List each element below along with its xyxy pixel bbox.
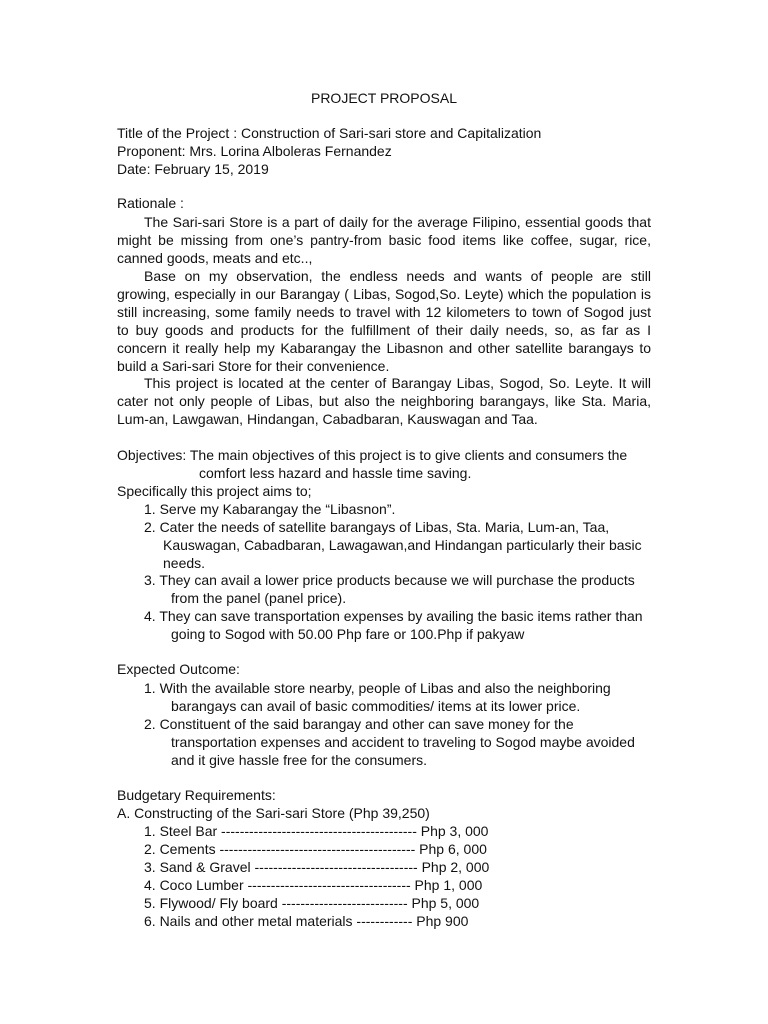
outcome-item-cont: transportation expenses and accident to traveling to Sogod maybe avoided — [171, 734, 635, 750]
budget-item: 5. Flywood/ Fly board --------------------------- Php 5, 000 — [144, 895, 480, 911]
aim-item-cont: Kauswagan, Cabadbaran, Lawagawan,and Hindangan particularly their basic — [163, 537, 642, 553]
rationale-p2-line: to buy goods and products for the fulfillment of their daily needs, so, as far as I — [117, 322, 651, 338]
objectives-line: comfort less hazard and hassle time saving. — [199, 465, 472, 481]
outcome-item: 1. With the available store nearby, people of Libas and also the neighboring — [144, 680, 611, 696]
rationale-p2-line: concern it really help my Kabarangay the Libasnon and other satellite barangays to — [117, 340, 651, 356]
rationale-p1-line: The Sari-sari Store is a part of daily for the average Filipino, essential goods that — [144, 214, 651, 230]
rationale-heading: Rationale : — [117, 195, 184, 211]
rationale-p2-line: still increasing, some family needs to travel with 12 kilometers to town of Sogod just — [117, 304, 651, 320]
outcome-item: 2. Constituent of the said barangay and other can save money for the — [144, 716, 574, 732]
document-heading: PROJECT PROPOSAL — [310, 90, 457, 106]
specifically-line: Specifically this project aims to; — [117, 483, 312, 499]
expected-outcome-heading: Expected Outcome: — [117, 661, 240, 677]
aim-item-cont: going to Sogod with 50.00 Php fare or 100.Php if pakyaw — [171, 626, 525, 642]
rationale-p1-line: canned goods, meats and etc.., — [117, 250, 313, 266]
budget-section-a: A. Constructing of the Sari-sari Store (Php 39,250) — [117, 805, 430, 821]
rationale-p1-line: might be missing from one’s pantry-from basic food items like coffee, sugar, rice, — [117, 232, 651, 248]
rationale-p3-line: This project is located at the center of Barangay Libas, Sogod, So. Leyte. It will — [144, 375, 651, 391]
project-title-line: Title of the Project : Construction of Sari-sari store and Capitalization — [117, 125, 542, 141]
aim-item-cont: from the panel (panel price). — [171, 590, 347, 606]
outcome-item-cont: and it give hassle free for the consumers. — [171, 752, 428, 768]
budget-item: 2. Cements ------------------------------------------ Php 6, 000 — [144, 841, 487, 857]
proponent-line: Proponent: Mrs. Lorina Alboleras Fernandez — [117, 143, 392, 159]
aim-item-cont: needs. — [163, 555, 206, 571]
budget-heading: Budgetary Requirements: — [117, 787, 276, 803]
outcome-item-cont: barangays can avail of basic commodities/ items at its lower price. — [171, 698, 581, 714]
rationale-p2-line: build a Sari-sari Store for their convenience. — [117, 358, 390, 374]
rationale-p2-line: Base on my observation, the endless needs and wants of people are still — [144, 268, 651, 284]
rationale-p3-line: Lum-an, Lawgawan, Hindangan, Cabadbaran, Kauswagan and Taa. — [117, 411, 538, 427]
aim-item: 3. They can avail a lower price products because we will purchase the products — [144, 572, 635, 588]
budget-item: 6. Nails and other metal materials ------------ Php 900 — [144, 913, 469, 929]
budget-item: 1. Steel Bar ------------------------------------------ Php 3, 000 — [144, 823, 489, 839]
rationale-p3-line: cater not only people of Libas, but also the neighboring barangays, like Sta. Maria, — [117, 393, 651, 409]
budget-item: 4. Coco Lumber ----------------------------------- Php 1, 000 — [144, 877, 483, 893]
budget-item: 3. Sand & Gravel ----------------------------------- Php 2, 000 — [144, 859, 490, 875]
objectives-line: Objectives: The main objectives of this project is to give clients and consumers the — [117, 447, 628, 463]
aim-item: 1. Serve my Kabarangay the “Libasnon”. — [144, 501, 396, 517]
rationale-p2-line: growing, especially in our Barangay ( Libas, Sogod,So. Leyte) which the population is — [117, 286, 651, 302]
aim-item: 2. Cater the needs of satellite barangays of Libas, Sta. Maria, Lum-an, Taa, — [144, 519, 610, 535]
date-line: Date: February 15, 2019 — [117, 161, 269, 177]
aim-item: 4. They can save transportation expenses by availing the basic items rather than — [144, 608, 643, 624]
